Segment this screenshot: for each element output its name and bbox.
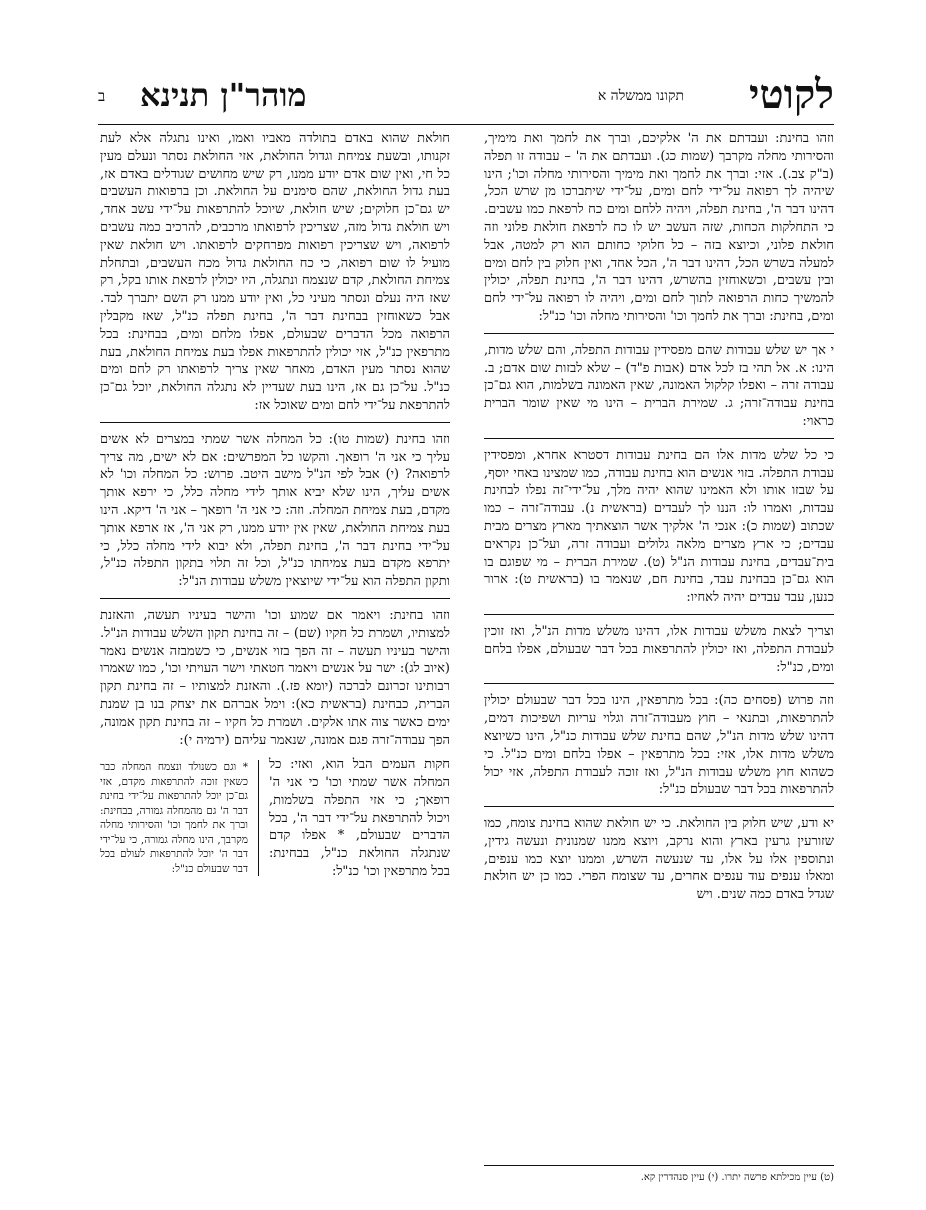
paragraph: חקות העמים הבל הוא, ואזי: כל המחלה אשר שמתי וכו' כי אני ה' רופאך; כי אזי התפלה בשלמות, ויכול להתרפאת על־ידי דבר ה', בכל הדברים שבעולם, * אפלו קדם שנתגלה החולאת כנ"ל, בבחינת: בכל מתרפאין וכו' כנ"ל:	[269, 757, 450, 880]
separator	[100, 598, 450, 599]
paragraph: יא ודע, שיש חלוק בין החולאת. כי יש חולאת שהוא בחינת צומח, כמו שזורעין גרעין בארץ והוא נרקב, ויוצא ממנו שמנונית ונעשה גידין, ונתוספין אלו על אלו, עד שנעשה השרש, וממנו יוצא כמו ענפים, ומאלו ענפים עוד ענפים אחרים, עד שצומח הפרי. כמו כן יש חולאת שגדל באדם כמה שנים. ויש	[484, 816, 834, 903]
separator	[484, 438, 834, 439]
left-column	[100, 130, 450, 888]
paragraph-with-note	[100, 756, 450, 888]
book-title-right: לקוטי	[749, 71, 834, 118]
separator	[484, 806, 834, 807]
separator	[484, 683, 834, 684]
page-number: ב	[98, 87, 106, 105]
paragraph: וזהו בחינת: ועבדתם את ה' אלקיכם, וברך את לחמך ואת מימיך, והסירותי מחלה מקרבך (שמות כג). ועבדתם את ה' – עבודה זו תפלה (ב"ק צב.). אזי: וברך את לחמך ואת מימיך והסירותי מחלה וכו'; הינו שיהיה לך רפואה על־ידי לחם ומים, על־ידי שיתברכו מן שרש הכל, דהינו דבר ה', בחינת תפלה, ויהיה ללחם ומים כח לרפאת כמו עשבים. כי התחלקות הכחות, שזה העשב יש לו כח לרפאת חולאת פלוני וזה חולאת פלוני, וכיוצא בזה – כל חלוקי כחותם הוא רק למטה, אבל למעלה בשרש הכל, דהינו דבר ה', הכל אחד, ואין חלוק בין לחם ומים ובין עשבים, וכשאוחזין בהשרש, דהינו דבר ה', בחינת תפלה, יכולין להמשיך כחות הרפואה לתוך לחם ומים, ויהיה לו רפואה על־ידי לחם ומים, בחינת: וברך את לחמך וכו' והסירותי מחלה וכו' כנ"ל:	[484, 131, 834, 324]
paragraph: וזה פרוש (פסחים כה): בכל מתרפאין, הינו בכל דבר שבעולם יכולין להתרפאות, ובתנאי – חוץ מעבודה־זרה וגלוי עריות ושפיכות דמים, דהינו שלש מדות הנ"ל, שהם בחינת שלש עבודות כנ"ל, הינו כשיוצא משלש מדות אלו, אזי: בכל מתרפאין – אפלו בלחם ומים כנ"ל. כי כשהוא חוץ משלש עבודות הנ"ל, ואז זוכה לעבודת התפלה, אזי יכול להתרפאות בכל דבר שבעולם כנ"ל:	[484, 693, 834, 798]
section-title: תקונו ממשלה א	[597, 88, 684, 104]
footnote: (ט) עיין מכילתא פרשה יתרו. (י) עיין סנהדרין קא.	[484, 1165, 834, 1185]
paragraph: וזהו בחינת: ויאמר אם שמוע וכו' והישר בעיניו תעשה, והאזנת למצותיו, ושמרת כל חקיו (שם) – זה בחינת תקון השלש עבודות הנ"ל. והישר בעיניו תעשה – זה הפך בזוי אנשים, כי כשמבזה אנשים נאמר (איוב לג): ישר על אנשים ויאמר חטאתי וישר העויתי וכו', כמו שאמרו רבותינו זכרונם לברכה (יומא פז.). והאזנת למצותיו – זה בחינת תקון הברית, כבחינת (בראשית כא): וימל אברהם את יצחק בנו בן שמנת ימים כאשר צוה אתו אלקים. ושמרת כל חקיו – זה בחינת תקון אמונה, הפך עבודה־זרה פגם אמונה, שנאמר עליהם (ירמיה י):	[100, 607, 450, 748]
book-title-left: מוהר"ן תנינא	[140, 76, 307, 114]
paragraph: כי כל שלש מדות אלו הם בחינת עבודות דסטרא אחרא, ומפסידין עבודת התפלה. בזוי אנשים הוא בחינת עבודה, כמו שמצינו באחי יוסף, על שבזו אותו ולא האמינו שהוא יהיה מלך, על־ידי־זה נפלו לבחינת עבדות, ואמרו לו: הננו לך לעבדים (בראשית נ). עבודה־זרה – כמו שכתוב (שמות כ): אנכי ה' אלקיך אשר הוצאתיך מארץ מצרים מבית עבדים; כי ארץ מצרים מלאה גלולים ועבודה זרה, ועל־כן נקראים בית־עבדים, בחינת עבודות הנ"ל (ט). שמירת הברית – מי שפוגם בו הוא גם־כן בבחינת עבד, בחינת חם, שנאמר בו (בראשית ט): ארור כנען, עבד עבדים יהיה לאחיו:	[484, 447, 834, 606]
page-header	[98, 72, 834, 118]
paragraph: י אך יש שלש עבודות שהם מפסידין עבודות התפלה, והם שלש מדות, הינו: א. אל תהי בז לכל אדם (אבות פ"ד) – שלא לבזות שום אדם; ב. עבודה זרה – ואפלו קלקול האמונה, שאין האמונה בשלמות, הוא גם־כן בחינת עבודה־זרה; ג. שמירת הברית – הינו מי שאין שומר הברית כראוי:	[484, 342, 834, 429]
paragraph: וזהו בחינת (שמות טו): כל המחלה אשר שמתי במצרים לא אשים עליך כי אני ה' רופאך. והקשו כל המפרשים: אם לא ישים, מה צריך לרפואה? (י) אבל לפי הנ"ל מישב היטב. פרוש: כל המחלה וכו' לא אשים עליך, הינו שלא יביא אותך לידי מחלה כלל, כי ירפא אותך מקדם, בעת צמיחת המחלה. וזה: כי אני ה' רופאך – אני ה' דיקא. הינו בעת צמיחת החולאת, שאין אין יודע ממנו, רק אני ה', אז ארפא אותך על־ידי בחינת דבר ה', בחינת תפלה, ולא יבוא לידי מחלה כלל, כי יתרפא מקדם בעת צמיחתו כנ"ל, וכל זה תלוי בתקון התפלה כנ"ל, ותקון התפלה הוא על־ידי שיוצאין משלש עבודות הנ"ל:	[100, 431, 450, 590]
paragraph: חולאת שהוא באדם בתולדה מאביו ואמו, ואינו נתגלה אלא לעת זקנותו, ובשעת צמיחת וגדול החולאת, אזי החולאת נסתר ונעלם מעין כל חי, ואין שום אדם יודע ממנו, רק שיש מחושים שגודלים באדם אז, בעת גדול החולאת, שהם סימנים על החולאת. וכן ברפואות העשבים יש גם־כן חלוקים; שיש חולאת, שיוכל להתרפאות על־ידי עשב אחד, ויש חולאת גדול מזה, שצריכין לרפואתו מרכבים, להרכיב כמה עשבים לרפואה, ויש שצריכין רפואות מפרחקים לרפואתו. ויש חולאת שאין מועיל לו שום רפואה, כי כח החולאת גדול מכח העשבים, ובתחלת צמיחת החולאת, קדם שנצמח ונתגלה, היו יכולין לרפאת אותו בקל, רק שאז היה נעלם ונסתר מעיני כל, ואין יודע ממנו רק השם יתברך לבד. אבל כשאוחזין בבחינת דבר ה', בחינת תפלה כנ"ל, שאז מקבלין הרפואה מכל הדברים שבעולם, אפלו מלחם ומים, בבחינת: בכל מתרפאין כנ"ל, אזי יכולין להתרפאות אפלו בעת צמיחת החולאת, בעת שהוא נסתר מעין האדם, מאחר שאין צריך לרפואתו רק לחם ומים כנ"ל. על־כן גם אז, הינו בעת שעדיין לא נתגלה החולאת, יוכל גם־כן להתרפאת על־ידי לחם ומים שאוכל אז:	[100, 131, 450, 413]
separator	[484, 614, 834, 615]
paragraph: וצריך לצאת משלש עבודות אלו, דהינו משלש מדות הנ"ל, ואז זוכין לעבודת התפלה, ואז יכולין להתרפאות בכל דבר שבעולם, אפלו בלחם ומים, כנ"ל:	[484, 623, 834, 675]
right-column	[484, 130, 834, 911]
header-rule	[98, 124, 834, 125]
separator	[100, 422, 450, 423]
separator	[484, 333, 834, 334]
marginal-note: * וגם כשנולד ונצמח המחלה כבר כשאין זוכה להתרפאות מקדם, אזי גם־כן יוכל להתרפאות על־ידי בחינת דבר ה' גם מהמחלה גמורה, בבחינת: וברך את לחמך וכו' והסירותי מחלה מקרבך, הינו מחלה גמורה, כי על־ידי דבר ה' יוכל להתרפאות לעולם בכל דבר שבעולם כנ"ל:	[100, 760, 259, 876]
